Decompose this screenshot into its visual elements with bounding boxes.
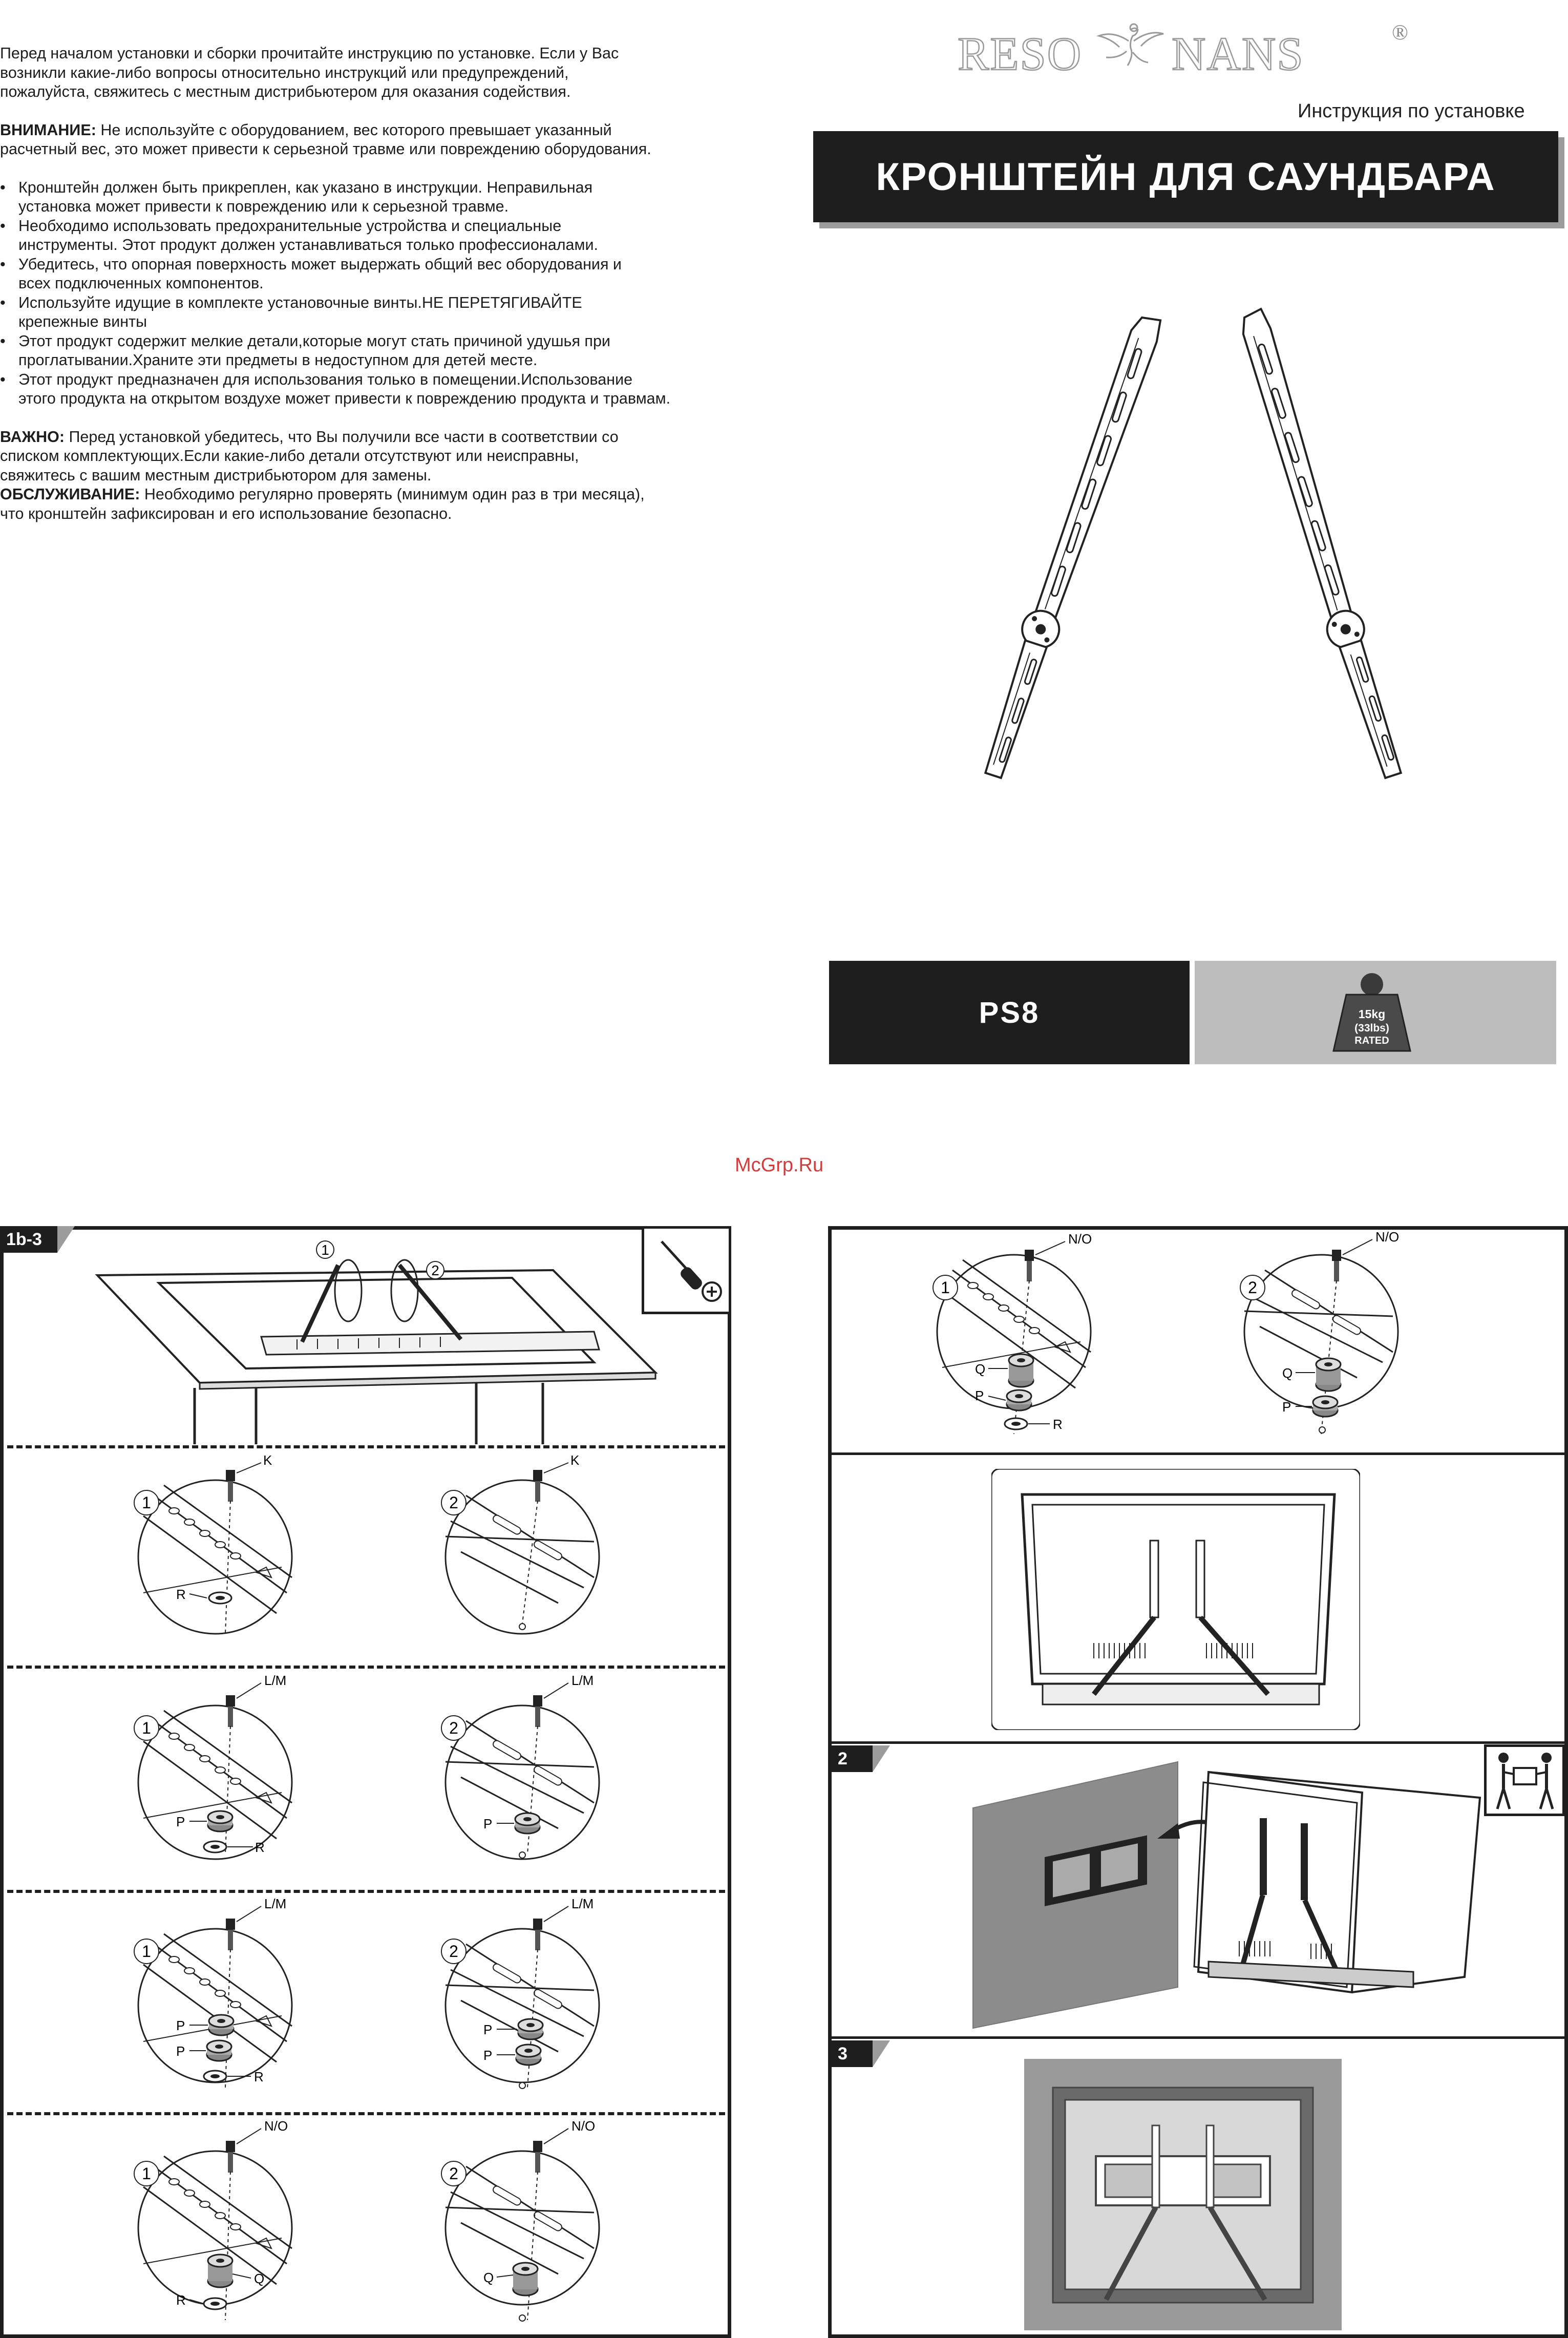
svg-text:N/O: N/O: [1068, 1231, 1092, 1247]
weight-lbs: (33lbs): [1354, 1022, 1389, 1034]
svg-text:2: 2: [449, 1942, 458, 1961]
list-item: • Кронштейн должен быть прикреплен, как указано в инструкции. Неправильная установка может привести к повреждению или к серьезной травме.: [0, 178, 768, 217]
registered-mark: ®: [1392, 21, 1408, 45]
weight-rating-icon: [1328, 969, 1415, 1056]
detail-no-qp-2: [1229, 1229, 1444, 1444]
svg-text:L/M: L/M: [571, 1896, 594, 1911]
svg-text:R: R: [176, 1587, 186, 1602]
callout-2: 2: [431, 1262, 439, 1278]
svg-text:N/O: N/O: [264, 2118, 288, 2134]
screwdriver-icon: [646, 1231, 728, 1311]
list-item: • Этот продукт содержит мелкие детали,которые могут стать причиной удушья при проглатывании.Храните эти предметы в недоступном для детей месте.: [0, 332, 768, 370]
svg-text:N/O: N/O: [571, 2118, 596, 2134]
detail-k-1: [123, 1449, 338, 1659]
tv-on-table-illustration: [92, 1234, 666, 1449]
svg-text:R: R: [254, 2069, 264, 2084]
brand-word-right: NANS: [1172, 28, 1304, 80]
svg-text:R: R: [176, 2292, 186, 2308]
document-title: КРОНШТЕЙН ДЛЯ САУНДБАРА: [813, 131, 1558, 222]
detail-no-2: [430, 2115, 645, 2335]
svg-text:P: P: [483, 2048, 493, 2063]
brand-word-left: RESO: [958, 28, 1083, 80]
svg-text:1: 1: [142, 1719, 151, 1737]
list-item: • Используйте идущие в комплекте установочные винты.НЕ ПЕРЕТЯГИВАЙТЕ крепежные винты: [0, 293, 768, 332]
soundbar-bracket-illustration: [871, 307, 1536, 809]
detail-lm-2: [430, 1670, 645, 1885]
divider: [832, 1741, 1565, 1744]
svg-text:R: R: [1053, 1417, 1063, 1432]
detail-no-1: [123, 2115, 338, 2335]
svg-text:P: P: [483, 1816, 493, 1831]
svg-text:2: 2: [449, 2164, 458, 2183]
safety-bullet-list: [0, 178, 768, 409]
step-1b3-tag: 1b-3: [0, 1226, 57, 1253]
svg-text:2: 2: [1248, 1278, 1257, 1297]
svg-text:P: P: [176, 2044, 185, 2059]
tv-with-soundbar-illustration: [991, 1469, 1360, 1730]
svg-text:1: 1: [941, 1278, 950, 1297]
watermark: McGrp.Ru: [735, 1154, 824, 1176]
svg-text:Q: Q: [254, 2271, 265, 2286]
important-label: ВАЖНО:: [0, 428, 65, 446]
svg-text:P: P: [176, 2018, 185, 2033]
detail-no-qpr-1: [922, 1229, 1137, 1444]
divider: [7, 1666, 725, 1669]
svg-text:P: P: [483, 2022, 493, 2037]
two-person-lift-icon: [1488, 1747, 1562, 1813]
svg-text:Q: Q: [975, 1361, 986, 1377]
detail-lm2-2: [430, 1893, 645, 2108]
svg-text:N/O: N/O: [1375, 1229, 1400, 1245]
callout-1: 1: [321, 1242, 329, 1258]
svg-text:2: 2: [449, 1719, 458, 1737]
svg-text:L/M: L/M: [264, 1896, 287, 1911]
divider: [832, 2036, 1565, 2039]
step-3-tag: 3: [832, 2040, 873, 2067]
svg-text:1: 1: [142, 1493, 151, 1512]
svg-text:P: P: [176, 1814, 185, 1829]
detail-k-2: [430, 1449, 645, 1659]
intro-paragraph: Перед началом установки и сборки прочитайте инструкцию по установке. Если у Вас возникли какие-либо вопросы относительно инструкций или предупреждений, пожалуйста, свяжитесь с местным дистрибьютером для оказания содействия.: [0, 45, 619, 100]
warning-paragraph: ВНИМАНИЕ: Не используйте с оборудованием, вес которого превышает указанный расчетный вес, это может привести к серьезной травме или повреждению оборудования.: [0, 121, 651, 158]
detail-lm-1: [123, 1670, 338, 1885]
service-label: ОБСЛУЖИВАНИЕ:: [0, 486, 140, 503]
step-2-tag: 2: [832, 1745, 873, 1772]
safety-instructions: [0, 44, 768, 523]
fairy-logo-icon: [1095, 20, 1167, 77]
svg-text:2: 2: [449, 1493, 458, 1512]
list-item: • Убедитесь, что опорная поверхность может выдержать общий вес оборудования и всех подключенных компонентов.: [0, 255, 768, 293]
svg-text:Q: Q: [1282, 1365, 1293, 1381]
svg-text:L/M: L/M: [264, 1673, 287, 1688]
svg-text:Q: Q: [483, 2270, 494, 2285]
warning-label: ВНИМАНИЕ:: [0, 121, 96, 139]
divider: [832, 1452, 1565, 1455]
detail-lm2-1: [123, 1893, 338, 2108]
svg-text:1: 1: [142, 1942, 151, 1961]
svg-text:P: P: [975, 1388, 984, 1403]
svg-text:1: 1: [142, 2164, 151, 2183]
svg-text:K: K: [263, 1452, 272, 1468]
svg-text:K: K: [570, 1452, 580, 1468]
svg-text:L/M: L/M: [571, 1673, 594, 1688]
list-item: • Необходимо использовать предохранительные устройства и специальные инструменты. Этот продукт должен устанавливаться только профессионалами.: [0, 217, 768, 255]
brand-logo: [958, 20, 1418, 80]
mounted-tv-step-illustration: [1024, 2059, 1342, 2330]
important-paragraph: ВАЖНО: Перед установкой убедитесь, что Вы получили все части в соответствии со списком комплектующих.Если какие-либо детали отсутствуют или неисправны, свяжитесь с вашим местным дистрибьютором для замены. ОБСЛУЖИВАНИЕ: Необходимо регулярно проверять (минимум один раз в три месяца), что кронштейн зафиксирован и его использование безопасно.: [0, 428, 645, 522]
model-name: PS8: [829, 961, 1190, 1064]
document-subtitle: Инструкция по установке: [1298, 100, 1525, 122]
list-item: • Этот продукт предназначен для использования только в помещении.Использование этого продукта на открытом воздухе может привести к повреждению продукта и травмам.: [0, 370, 768, 409]
svg-text:R: R: [255, 1840, 265, 1855]
svg-text:P: P: [1282, 1399, 1291, 1415]
weight-rated: RATED: [1354, 1035, 1389, 1046]
weight-kg: 15kg: [1358, 1007, 1386, 1021]
wall-mount-step-illustration: [963, 1752, 1485, 2033]
